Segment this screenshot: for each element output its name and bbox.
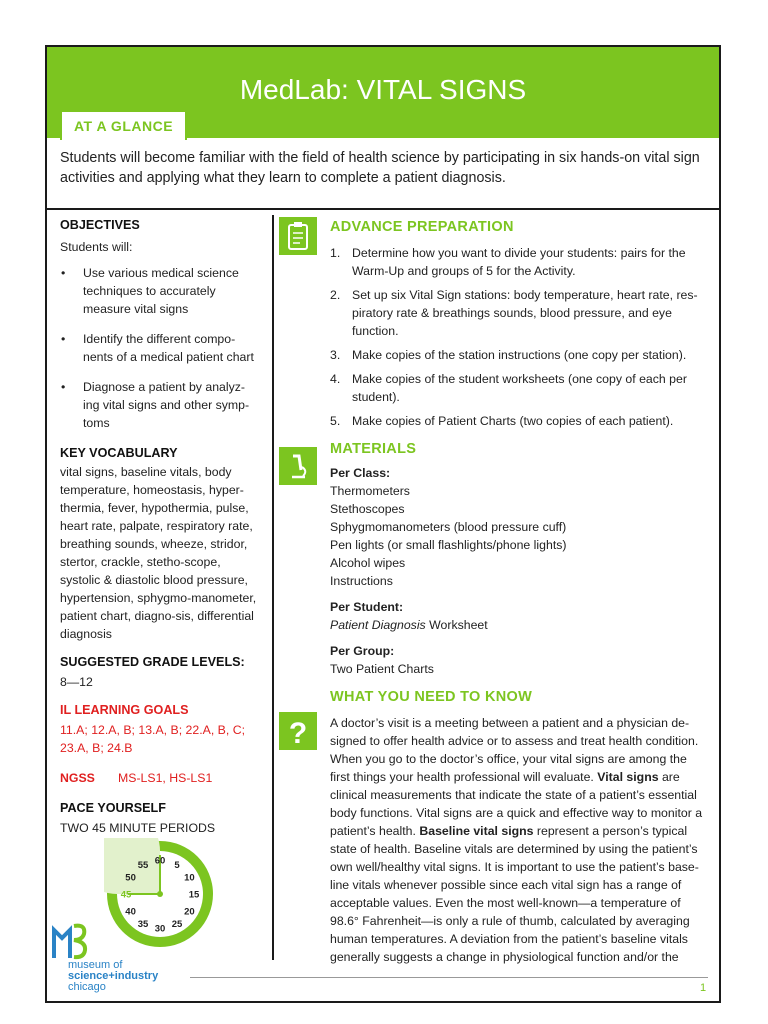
know-heading: WHAT YOU NEED TO KNOW: [330, 689, 533, 705]
logo-line-1: museum of: [68, 959, 123, 971]
microscope-icon: [279, 447, 317, 485]
per-student-label: Per Student:: [330, 600, 404, 614]
per-group-label: Per Group:: [330, 644, 395, 658]
clock-label: 55: [137, 860, 149, 872]
advance-item: 4. Make copies of the student worksheets (one copy of each per student).: [330, 372, 687, 404]
per-student-value: Patient Diagnosis Worksheet: [330, 618, 488, 632]
clock-label: 15: [188, 889, 200, 901]
clock-label: 40: [125, 906, 136, 918]
per-class-item: Pen lights (or small flashlights/phone lights): [330, 538, 567, 552]
museum-logo-text: [68, 960, 158, 993]
clock-label: 5: [174, 860, 180, 872]
clock-icon: [104, 838, 216, 950]
objectives-lead: Students will:: [60, 240, 133, 254]
ngss-heading: NGSS: [60, 771, 95, 785]
clipboard-icon: [279, 217, 317, 255]
objective-item: • Identify the different compo-nents of a medical patient chart: [60, 330, 260, 366]
question-icon: [279, 712, 317, 750]
museum-logo-icon: [52, 920, 90, 960]
materials-heading: MATERIALS: [330, 441, 417, 457]
logo-line-3: chicago: [68, 981, 106, 993]
divider-vertical: [272, 215, 274, 960]
divider-horizontal: [47, 208, 719, 210]
intro-text: Students will become familiar with the field of health science by participating in six hands-on vital sign activities and applying what they learn to complete a patient diagnosis.: [60, 150, 700, 186]
right-column: [330, 216, 710, 966]
clock-label: 10: [184, 872, 195, 884]
left-column: [60, 216, 260, 837]
at-a-glance-tab: AT A GLANCE: [60, 110, 187, 140]
objectives-list: [60, 264, 260, 432]
vocab-heading: KEY VOCABULARY: [60, 446, 178, 460]
per-class-item: Thermometers: [330, 484, 410, 498]
clock-label: 60: [154, 855, 166, 867]
clock-label: 30: [154, 923, 166, 935]
know-paragraph: A doctor’s visit is a meeting between a patient and a physician de-signed to offer health advice or to assess and treat health condition. When you go to the doctor’s office, your vital signs are among the first things your health professional will evaluate. Vital signs are clinical measurements that indicate the state of a patient’s essential body functions. Vital signs are a quick and effective way to monitor a patient’s health. Baseline vital signs represent a person’s typical state of health. Baseline vitals are determined by using the patient’s own well/healthy vital signs. It is important to use the patient’s base-line vitals whenever possible since each vital sign has a range of acceptable values. Even the most well-known—a temperature of 98.6° Fahrenheit—is only a rule of thumb, calculated by averaging human temperatures. A deviation from the patient’s baseline vitals generally suggests a change in physiological function and/or the: [330, 716, 703, 964]
advance-item: 1. Determine how you want to divide your students: pairs for the Warm-Up and groups of 5 for the Activity.: [330, 246, 686, 278]
svg-text:?: ?: [288, 717, 308, 750]
vocab-text: vital signs, baseline vitals, body temperature, homeostasis, hyper-thermia, fever, hypothermia, pulse, heart rate, palpate, respiratory rate, breathing sounds, wheeze, stridor, stertor, crackle, stetho-scope, systolic & diastolic blood pressure, hypertension, sphygmo-manometer, patient chart, diagno-sis, differential diagnosis: [60, 465, 257, 641]
page-title: MedLab: VITAL SIGNS: [239, 74, 527, 105]
clock-label: 50: [125, 872, 136, 884]
per-class-item: Stethoscopes: [330, 502, 405, 516]
per-class-label: Per Class:: [330, 466, 391, 480]
advance-list: [330, 244, 710, 430]
clock-label: 20: [184, 906, 195, 918]
per-class-item: Alcohol wipes: [330, 556, 406, 570]
advance-item: 5. Make copies of Patient Charts (two copies of each patient).: [330, 414, 674, 428]
advance-item: 2. Set up six Vital Sign stations: body temperature, heart rate, res-piratory rate & breathings sounds, blood pressure, and eye function.: [330, 288, 698, 338]
advance-item: 3. Make copies of the station instructions (one copy per station).: [330, 348, 687, 362]
il-goals-heading: IL LEARNING GOALS: [60, 703, 189, 717]
clock-label: 25: [171, 918, 183, 930]
objectives-heading: OBJECTIVES: [60, 218, 140, 232]
ngss-value: MS-LS1, HS-LS1: [118, 771, 213, 785]
grades-heading: SUGGESTED GRADE LEVELS:: [60, 655, 245, 669]
advance-heading: ADVANCE PREPARATION: [330, 219, 514, 235]
clock-label: 45: [120, 889, 132, 901]
objective-item: • Use various medical science techniques to accurately measure vital signs: [60, 264, 260, 318]
clock-label: 35: [137, 918, 149, 930]
grades-value: 8—12: [60, 675, 93, 689]
page-number: 1: [700, 982, 707, 994]
pace-heading: PACE YOURSELF: [60, 801, 166, 815]
per-class-item: Sphygmomanometers (blood pressure cuff): [330, 520, 567, 534]
pace-value: TWO 45 MINUTE PERIODS: [60, 821, 216, 835]
logo-line-2: science+industry: [68, 970, 159, 982]
ngss-row: [60, 769, 260, 787]
per-group-value: Two Patient Charts: [330, 662, 434, 676]
per-class-item: Instructions: [330, 574, 393, 588]
il-goals-value: 11.A; 12.A, B; 13.A, B; 22.A, B, C; 23.A, B; 24.B: [60, 723, 246, 755]
footer-rule: [190, 977, 708, 978]
objective-item: • Diagnose a patient by analyz-ing vital signs and other symp-toms: [60, 378, 260, 432]
